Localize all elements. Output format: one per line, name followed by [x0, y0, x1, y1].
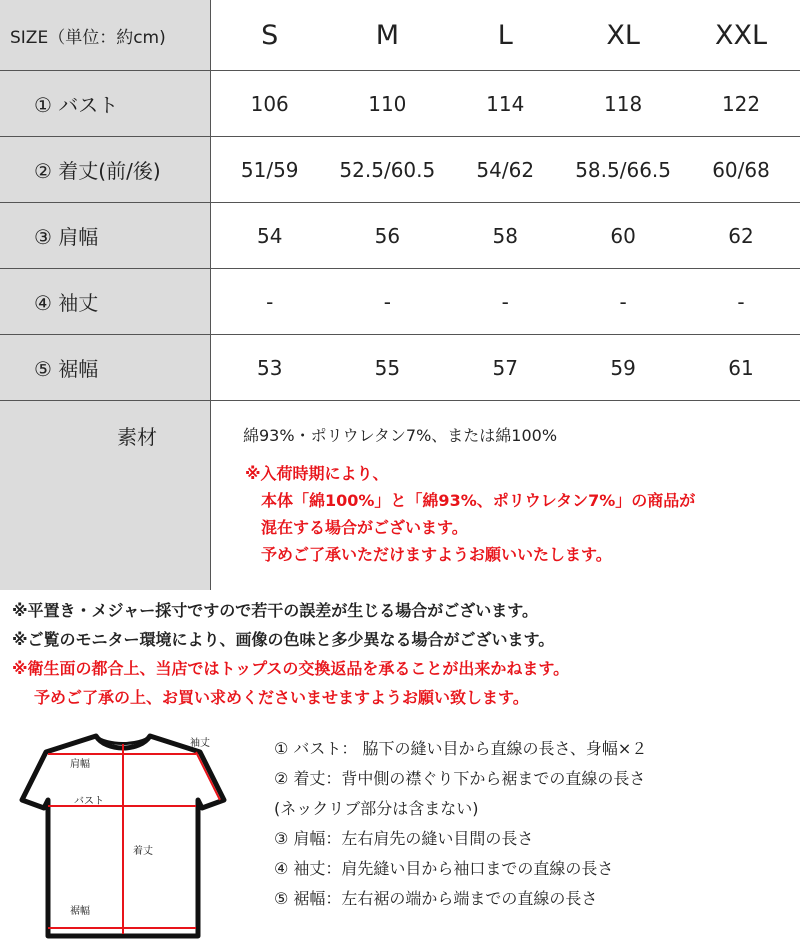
material-warning-line: 予めご了承いただけますようお願いいたします。 [245, 545, 612, 564]
size-col-m: M [328, 0, 446, 71]
material-cell [211, 401, 800, 591]
row-label: ③ 肩幅 [0, 203, 211, 269]
collar-line [96, 736, 150, 744]
cell: - [446, 269, 564, 335]
cell: 110 [328, 71, 446, 137]
cell: 51/59 [211, 137, 329, 203]
cell: 58.5/66.5 [564, 137, 682, 203]
diagram-hem-label: 裾幅 [70, 906, 90, 917]
cell: 54/62 [446, 137, 564, 203]
legend-length-note: (ネックリブ部分は含まない) [274, 799, 479, 818]
cell: 56 [328, 203, 446, 269]
cell: 55 [328, 335, 446, 401]
table-row-sleeve [0, 269, 800, 335]
cell: - [564, 269, 682, 335]
tshirt-outline-icon [18, 722, 243, 942]
size-col-xxl: XXL [682, 0, 800, 71]
cell: 52.5/60.5 [328, 137, 446, 203]
cell: 58 [446, 203, 564, 269]
size-header-row [0, 0, 800, 71]
cell: 61 [682, 335, 800, 401]
material-warning-line: 本体「綿100%」と「綿93%、ポリウレタン7%」の商品が [245, 491, 696, 510]
legend-shoulder: ③ 肩幅：左右肩先の縫い目間の長さ [274, 829, 534, 848]
cell: - [682, 269, 800, 335]
table-row-bust [0, 71, 800, 137]
cell: 53 [211, 335, 329, 401]
cell: 60/68 [682, 137, 800, 203]
note-thanks: 予めご了承の上、お買い求めくださいませますようお願い致します。 [34, 688, 529, 707]
measurement-legend [274, 734, 800, 914]
diagram-bust-label: バスト [74, 796, 104, 807]
tshirt-diagram [18, 722, 243, 942]
notes [0, 596, 800, 712]
cell: 106 [211, 71, 329, 137]
legend-hem: ⑤ 裾幅：左右裾の端から端までの直線の長さ [274, 889, 598, 908]
sleeve-measure-line [196, 752, 220, 800]
cell: 60 [564, 203, 682, 269]
diagram-sleeve-label: 袖丈 [190, 738, 210, 749]
material-label: 素材 [0, 401, 211, 591]
cell: 54 [211, 203, 329, 269]
cell: - [328, 269, 446, 335]
table-row-shoulder [0, 203, 800, 269]
note-no-returns: ※衛生面の都合上、当店ではトップスの交換返品を承ることが出来かねます。 [12, 659, 570, 678]
table-row-length [0, 137, 800, 203]
size-col-s: S [211, 0, 329, 71]
row-label: ② 着丈(前/後) [0, 137, 211, 203]
size-header-label: SIZE（単位：約cm) [0, 0, 211, 71]
cell: 118 [564, 71, 682, 137]
diagram-length-label: 着丈 [133, 846, 153, 857]
diagram-shoulder-label: 肩幅 [70, 759, 90, 770]
cell: 57 [446, 335, 564, 401]
legend-length: ② 着丈：背中側の襟ぐり下から裾までの直線の長さ [274, 769, 646, 788]
row-label: ⑤ 裾幅 [0, 335, 211, 401]
row-label: ④ 袖丈 [0, 269, 211, 335]
material-warning-line: 混在する場合がございます。 [245, 518, 468, 537]
legend-sleeve: ④ 袖丈：肩先縫い目から袖口までの直線の長さ [274, 859, 614, 878]
row-label: ① バスト [0, 71, 211, 137]
cell: 122 [682, 71, 800, 137]
cell: 59 [564, 335, 682, 401]
note-measurement: ※平置き・メジャー採寸ですので若干の誤差が生じる場合がございます。 [12, 601, 538, 620]
cell: 114 [446, 71, 564, 137]
cell: 62 [682, 203, 800, 269]
table-row-hem [0, 335, 800, 401]
size-col-l: L [446, 0, 564, 71]
cell: - [211, 269, 329, 335]
note-monitor: ※ご覧のモニター環境により、画像の色味と多少異なる場合がございます。 [12, 630, 555, 649]
material-text: 綿93%・ポリウレタン7%、または綿100% [243, 426, 558, 445]
legend-bust: ① バスト： 脇下の縫い目から直線の長さ、身幅×２ [274, 739, 648, 758]
table-row-material [0, 401, 800, 591]
material-warning-line: ※入荷時期により、 [245, 464, 389, 483]
size-col-xl: XL [564, 0, 682, 71]
